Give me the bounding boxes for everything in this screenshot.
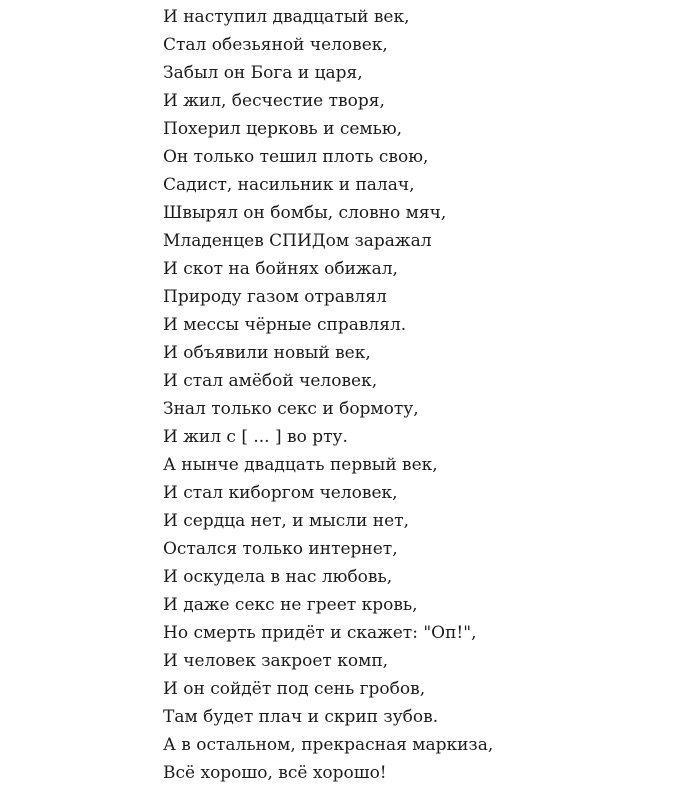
poem-line: Остался только интернет, (163, 539, 398, 559)
poem-line: И стал амёбой человек, (163, 371, 378, 391)
poem-line: И скот на бойнях обижал, (163, 259, 398, 279)
poem-line: Всё хорошо, всё хорошо! (163, 763, 387, 783)
poem-line: И он сойдёт под сень гробов, (163, 679, 426, 699)
poem-line: И наступил двадцатый век, (163, 7, 410, 27)
poem-line: А в остальном, прекрасная маркиза, (163, 735, 494, 755)
poem-line: Швырял он бомбы, словно мяч, (163, 203, 447, 223)
poem-line: И жил, бесчестие творя, (163, 91, 385, 111)
poem-line: Он только тешил плоть свою, (163, 147, 429, 167)
poem-line: И мессы чёрные справлял. (163, 315, 407, 335)
poem-line: Младенцев СПИДом заражал (163, 231, 432, 251)
poem-line: И человек закроет комп, (163, 651, 389, 671)
poem-text (163, 3, 493, 787)
poem-line: И объявили новый век, (163, 343, 371, 363)
poem-line: И сердца нет, и мысли нет, (163, 511, 409, 531)
poem-line: А нынче двадцать первый век, (163, 455, 438, 475)
poem-line: Забыл он Бога и царя, (163, 63, 363, 83)
poem-line: Природу газом отравлял (163, 287, 387, 307)
poem-line: Но смерть придёт и скажет: "Оп!", (163, 623, 477, 643)
poem-line: И оскудела в нас любовь, (163, 567, 393, 587)
poem-line: Там будет плач и скрип зубов. (163, 707, 439, 727)
poem-line: И даже секс не греет кровь, (163, 595, 418, 615)
poem-line: Стал обезьяной человек, (163, 35, 388, 55)
poem-line: Садист, насильник и палач, (163, 175, 415, 195)
poem-line: Знал только секс и бормоту, (163, 399, 419, 419)
poem-line: Похерил церковь и семью, (163, 119, 403, 139)
poem-line: И жил с [ ... ] во рту. (163, 427, 348, 447)
poem-line: И стал киборгом человек, (163, 483, 398, 503)
